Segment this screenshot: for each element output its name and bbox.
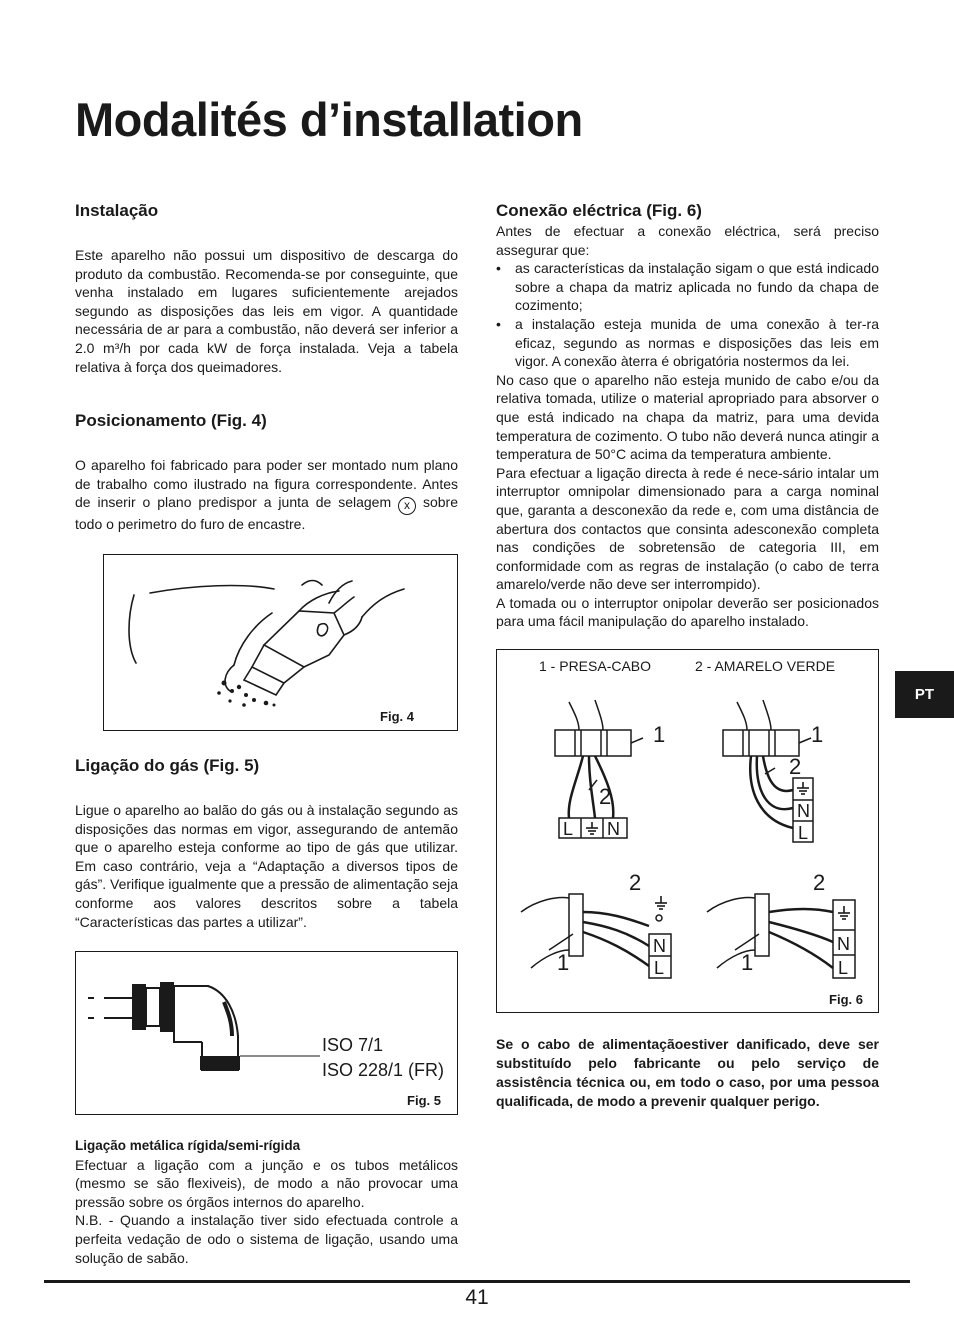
sealing-hand-illustration [104,555,457,730]
fig6-bl-L: L [654,958,665,979]
fig4-label: Fig. 4 [380,708,414,724]
earth-icon [655,896,667,909]
fig6-legend-2: 2 - AMARELO VERDE [695,658,836,675]
conexao-paragraph-3: A tomada ou o interruptor onipolar deverão ser posicionados para uma fácil manipulação do aparelho instalado. [496,594,879,630]
heading-posicionamento: Posicionamento (Fig. 4) [75,411,267,431]
instalacao-text: Este aparelho não possui um dispositivo de descarga do produto da combustão. Recomenda-se por conseguinte, que venha instalado em lugares suficientemente arejados segundo as disposições das leis em vigor. A quantidade necessária de ar para a combustão, não deverá ser inferior a 2.0 m³/h por cada kW de força instalada. Veja a tabela relativa à força dos queimadores. [75,247,458,375]
metalica-text-1: Efectuar a ligação com a junção e os tubos metálicos (mesmo se são flexiveis), de modo a não provocar uma pressão sobre os órgãos internos do aparelho. [75,1156,458,1210]
figure-4 [103,554,458,731]
right-column [496,200,879,1111]
earth-icon [586,822,598,834]
fig6-br-callout-1: 1 [741,950,754,976]
heading-conexao-electrica: Conexão eléctrica (Fig. 6) [496,201,702,220]
metalica-text-2: N.B. - Quando a instalação tiver sido efectuada controle a perfeita vedação de odo o sistema de ligação, usando uma solução de sabão. [75,1212,458,1266]
heading-ligacao-gas: Ligação do gás (Fig. 5) [75,755,260,775]
fig6-bl-callout-1: 1 [557,950,570,976]
conexao-bullet: • as características da instalação sigam o que está indicado sobre a chapa da matriz aplicada no fundo da chapa de cozimento; [496,259,879,315]
fig6-br-L: L [838,958,849,979]
conexao-paragraph-1: No caso que o aparelho não esteja munido de cabo e/ou da relativa tomada, utilize o material apropriado para absorver o que está indicado na chapa da matriz, para uma devida temperatura de cozimento. O tubo não deverá nunca atingir a temperatura de 50°C acima da temperatura ambiente. [496,371,879,463]
fig5-iso-7-1: ISO 7/1 [322,1035,384,1056]
power-cable-warning: Se o cabo de alimentaçãoestiver danificado, deve ser substituído pelo fabricante ou pelo serviço de assistência técnica ou, em todo o caso, por uma pessoa qualificada, de modo a prevenir qualquer perigo. [496,1036,879,1110]
conexao-paragraph-2: Para efectuar a ligação directa à rede é nece-sário intalar um interruptor omnipolar dimensionado para a carga nominal que, garanta a desconexão da rede e, com uma distância de abertura dos contactos que consinta adesconexão completa nas condições de sobretensão de categoria III, em conformidade com as regras de instalação (o cabo de terra amarelo/verde não deve ser interrompido). [496,464,879,593]
fig5-label: Fig. 5 [407,1093,441,1109]
fig6-tl-L: L [563,819,574,840]
fig6-legend-1: 1 - PRESA-CABO [539,658,652,675]
footer-divider [44,1280,910,1283]
fig6-br-callout-2: 2 [813,870,826,896]
fig6-tr-callout-1: 1 [811,722,824,748]
page-title: Modalités d’installation [75,93,583,146]
figure-6 [496,649,879,1013]
conexao-bullet-list [496,259,879,371]
fig6-tr-callout-2: 2 [789,754,802,780]
gas-fitting-illustration [76,952,457,1114]
ligacao-gas-text: Ligue o aparelho ao balão do gás ou à instalação segundo as disposições das normas em vigor, assegurando de antemão que o aparelho esteja conforme ao tipo de gás que utilizar. Em caso contrário, veja a “Adaptação a diversos tipos de gás”. Verifique igualmente que a pressão de alimentação seja conforme aos valores descritos sobre a tabela “Características das partes a utilizar”. [75,801,458,930]
figure-5 [75,951,458,1115]
fig6-br-N: N [837,934,850,955]
fig6-bl-callout-2: 2 [629,870,642,896]
seal-x-symbol: x [398,497,416,515]
fig6-tr-L: L [798,823,809,844]
fig6-tl-callout-2: 2 [599,784,612,810]
fig6-tl-N: N [607,819,620,840]
subheading-ligacao-metalica: Ligação metálica rígida/semi-rígida [75,1138,301,1154]
earth-icon [797,782,809,794]
fig6-tl-callout-1: 1 [653,722,666,748]
wiring-diagram [497,650,878,1012]
language-tab-pt: PT [895,671,954,718]
fig6-bl-N: N [653,936,666,957]
earth-icon [838,906,850,919]
posicionamento-text: O aparelho foi fabricado para poder ser montado num plano de trabalho como ilustrado na figura correspondente. Antes de inserir o plano predispor a junta de selagem x sobre todo o perimetro do furo de encastre. [75,457,459,533]
conexao-bullet: • a instalação esteja munida de uma conexão à ter-ra eficaz, segundo as normas e disposições das leis em vigor. A conexão àterra é obrigatória nostermos da lei. [496,315,879,371]
fig6-label: Fig. 6 [829,992,863,1008]
conexao-intro: Antes de efectuar a conexão eléctrica, será preciso assegurar que: [496,223,879,258]
left-column [75,200,458,1267]
fig5-iso-228-1: ISO 228/1 (FR) [322,1060,445,1081]
page-number: 41 [465,1286,489,1309]
heading-instalacao: Instalação [75,201,159,220]
fig6-tr-N: N [797,801,810,822]
